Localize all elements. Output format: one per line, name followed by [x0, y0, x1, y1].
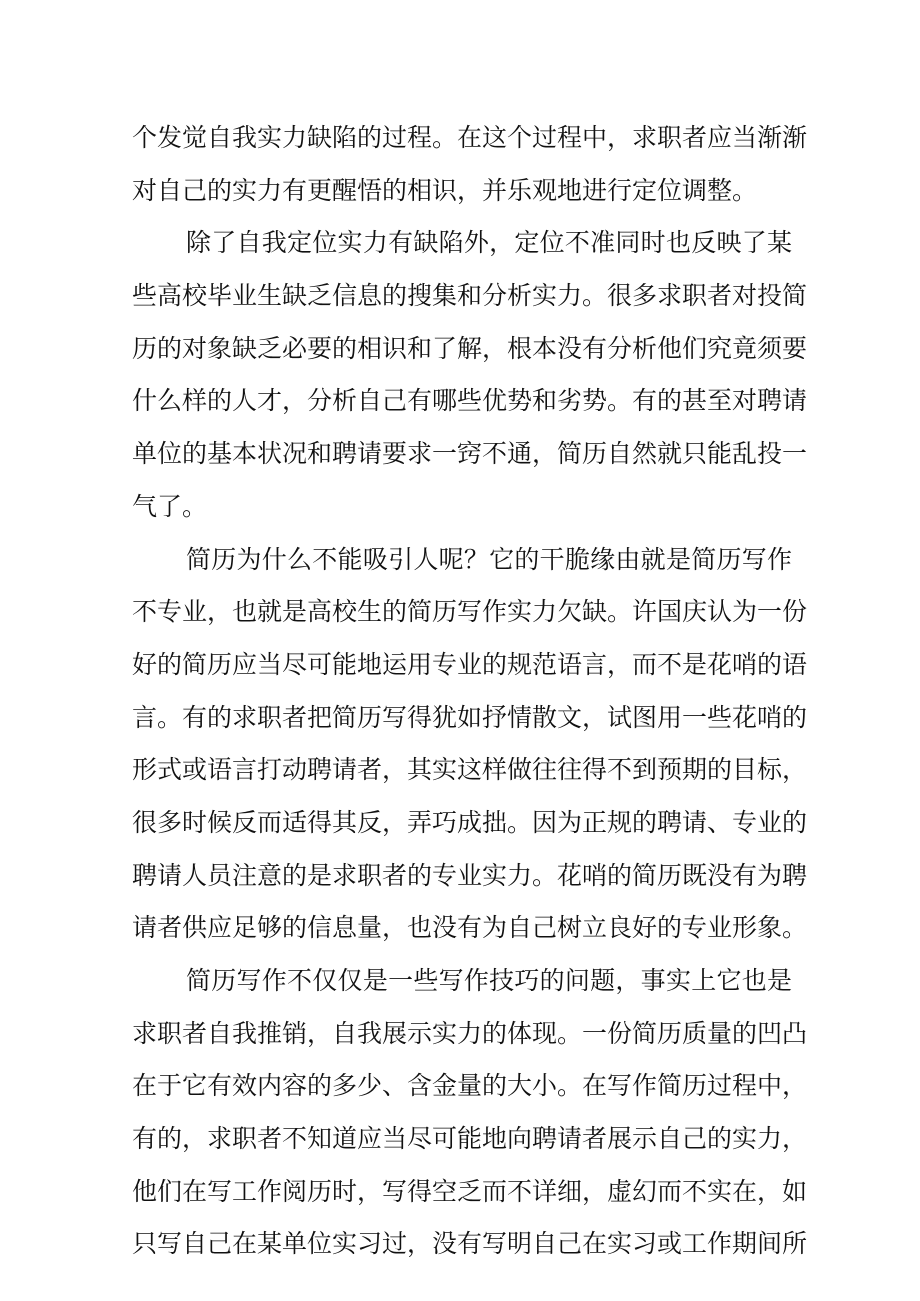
text-line: 只写自己在某单位实习过，没有写明自己在实习或工作期间所 [132, 1229, 808, 1259]
text-line: 个发觉自我实力缺陷的过程。在这个过程中，求职者应当渐渐 [132, 123, 808, 152]
body-text [132, 112, 808, 1271]
text-line: 不专业，也就是高校生的简历写作实力欠缺。许国庆认为一份 [132, 597, 808, 627]
text-line: 他们在写工作阅历时，写得空乏而不详细，虚幻而不实在，如 [132, 1176, 808, 1206]
text-line: 对自己的实力有更醒悟的相识，并乐观地进行定位调整。 [132, 175, 758, 205]
text-line: 些高校毕业生缺乏信息的搜集和分析实力。很多求职者对投简 [132, 281, 808, 311]
text-line: 很多时候反而适得其反，弄巧成拙。因为正规的聘请、专业的 [132, 807, 808, 837]
text-line: 有的，求职者不知道应当尽可能地向聘请者展示自己的实力， [132, 1124, 808, 1154]
text-line: 简历写作不仅仅是一些写作技巧的问题，事实上它也是 [186, 966, 792, 995]
text-line: 言。有的求职者把简历写得犹如抒情散文，试图用一些花哨的 [132, 702, 808, 732]
text-line: 在于它有效内容的多少、含金量的大小。在写作简历过程中， [132, 1071, 808, 1101]
text-line: 单位的基本状况和聘请要求一窍不通，简历自然就只能乱投一 [132, 439, 808, 469]
text-line: 除了自我定位实力有缺陷外，定位不准同时也反映了某 [186, 228, 792, 258]
text-line: 聘请人员注意的是求职者的专业实力。花哨的简历既没有为聘 [132, 860, 808, 890]
text-line: 好的简历应当尽可能地运用专业的规范语言，而不是花哨的语 [132, 649, 808, 679]
text-line: 请者供应足够的信息量，也没有为自己树立良好的专业形象。 [132, 913, 808, 943]
text-line: 什么样的人才，分析自己有哪些优势和劣势。有的甚至对聘请 [132, 386, 808, 416]
text-line: 气了。 [132, 491, 208, 521]
text-line: 形式或语言打动聘请者，其实这样做往往得不到预期的目标， [132, 755, 808, 785]
text-line: 简历为什么不能吸引人呢？它的干脆缘由就是简历写作 [186, 544, 792, 574]
text-line: 求职者自我推销，自我展示实力的体现。一份简历质量的凹凸 [132, 1018, 808, 1048]
text-line: 历的对象缺乏必要的相识和了解，根本没有分析他们究竟须要 [132, 333, 808, 363]
